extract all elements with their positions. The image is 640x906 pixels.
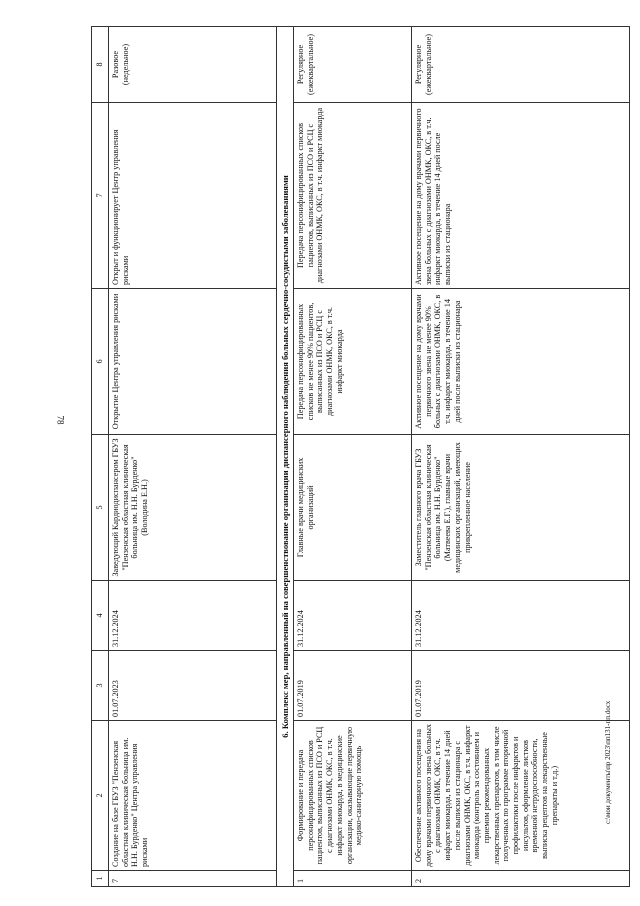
footer-file-path: c:\мои документы\пр 2023\пп131-пп.docx (604, 700, 612, 824)
table-row (109, 27, 277, 887)
indicator-cell: Активное посещение на дому врачами первичного звена больных с диагнозами ОНМК, ОКС, в т.ч. инфаркт миокарда, в течение 14 дней после выписки из стационара (412, 103, 630, 289)
event-cell: Создание на базе ГБУЗ "Пензенская областная клиническая больница им. Н.Н. Бурденко" Центра управления рисками (109, 721, 277, 871)
end-date-cell: 31.12.2024 (109, 581, 277, 651)
end-date-cell: 31.12.2024 (294, 581, 412, 651)
start-date-cell: 01.07.2019 (412, 651, 630, 721)
responsible-cell: Заместитель главного врача ГБУЗ "Пензенская областная клиническая больница им. Н.Н. Бурденко" (Матвеева Е.Г.), главные врачи медицинских организаций, имеющих прикрепленное население (412, 435, 630, 581)
header-cell: 6 (92, 289, 109, 435)
result-cell: Активное посещение на дому врачами первичного звена не менее 90% больных с диагнозами ОНМК, ОКС, в т.ч. инфаркт миокарда, в течение 14 дней после выписки из стационара (412, 289, 630, 435)
end-date-cell: 31.12.2024 (412, 581, 630, 651)
frequency-cell: Разовое (недельное) (109, 27, 277, 103)
rotated-table-container (91, 27, 613, 887)
indicator-cell: Открыт и функционирует Центр управления рисками (109, 103, 277, 289)
row-number: 1 (294, 871, 412, 887)
table-row (294, 27, 412, 887)
table-row (412, 27, 630, 887)
header-cell: 3 (92, 651, 109, 721)
header-cell: 5 (92, 435, 109, 581)
section-heading: 6. Комплекс мер, направленный на совершенствование организации диспансерного наблюдения больных сердечно-сосудистыми заболеваниями (277, 27, 294, 887)
result-cell: Открытие Центра управления рисками (109, 289, 277, 435)
measures-table (91, 26, 630, 887)
event-cell: Формирование и передача персонифицированных списков пациентов, выписанных из ПСО и РСЦ с диагнозами ОНМК, ОКС, в т.ч. инфаркт миокарда, в медицинские организации, оказывающие первичную медико-санитарную помощь (294, 721, 412, 871)
header-cell: 1 (92, 871, 109, 887)
section-row (277, 27, 294, 887)
start-date-cell: 01.07.2019 (294, 651, 412, 721)
page-number: 78 (55, 415, 66, 425)
header-cell: 8 (92, 27, 109, 103)
result-cell: Передача персонифицированных списков не менее 90% пациентов, выписанных из ПСО и РСЦ с диагнозами ОНМК, ОКС, в т.ч. инфаркт миокарда (294, 289, 412, 435)
indicator-cell: Передача персонифицированных списков пациентов, выписанных из ПСО и РСЦ с диагнозами ОНМК, ОКС, в т.ч. инфаркт миокарда (294, 103, 412, 289)
start-date-cell: 01.07.2023 (109, 651, 277, 721)
event-cell: Обеспечение активного посещения на дому врачами первичного звена больных с диагнозами ОНМК, ОКС, в т.ч. инфаркт миокарда, в течение 14 дней после выписки из стационара с диагнозами ОНМК, ОКС, в т.ч. инфаркт миокарда (контроль за состоянием и приемом рекомендованных лекарственных препаратов, в том числе полученных по программе вторичной профилактики после инфарктов и инсультов, оформление листков временной нетрудоспособности, выписка рецептов на лекарственные препараты и т.д.) (412, 721, 630, 871)
row-number: 2 (412, 871, 630, 887)
header-cell: 7 (92, 103, 109, 289)
header-cell: 4 (92, 581, 109, 651)
responsible-cell: Главные врачи медицинских организаций (294, 435, 412, 581)
header-row (92, 27, 109, 887)
frequency-cell: Регулярное (ежеквартальное) (294, 27, 412, 103)
row-number: 7 (109, 871, 277, 887)
responsible-cell: Заведующий Кардиодиспансером ГБУЗ "Пензенская областная клиническая больница им. Н.Н. Бурденко" (Володина Е.Н.) (109, 435, 277, 581)
frequency-cell: Регулярное (ежеквартальное) (412, 27, 630, 103)
header-cell: 2 (92, 721, 109, 871)
